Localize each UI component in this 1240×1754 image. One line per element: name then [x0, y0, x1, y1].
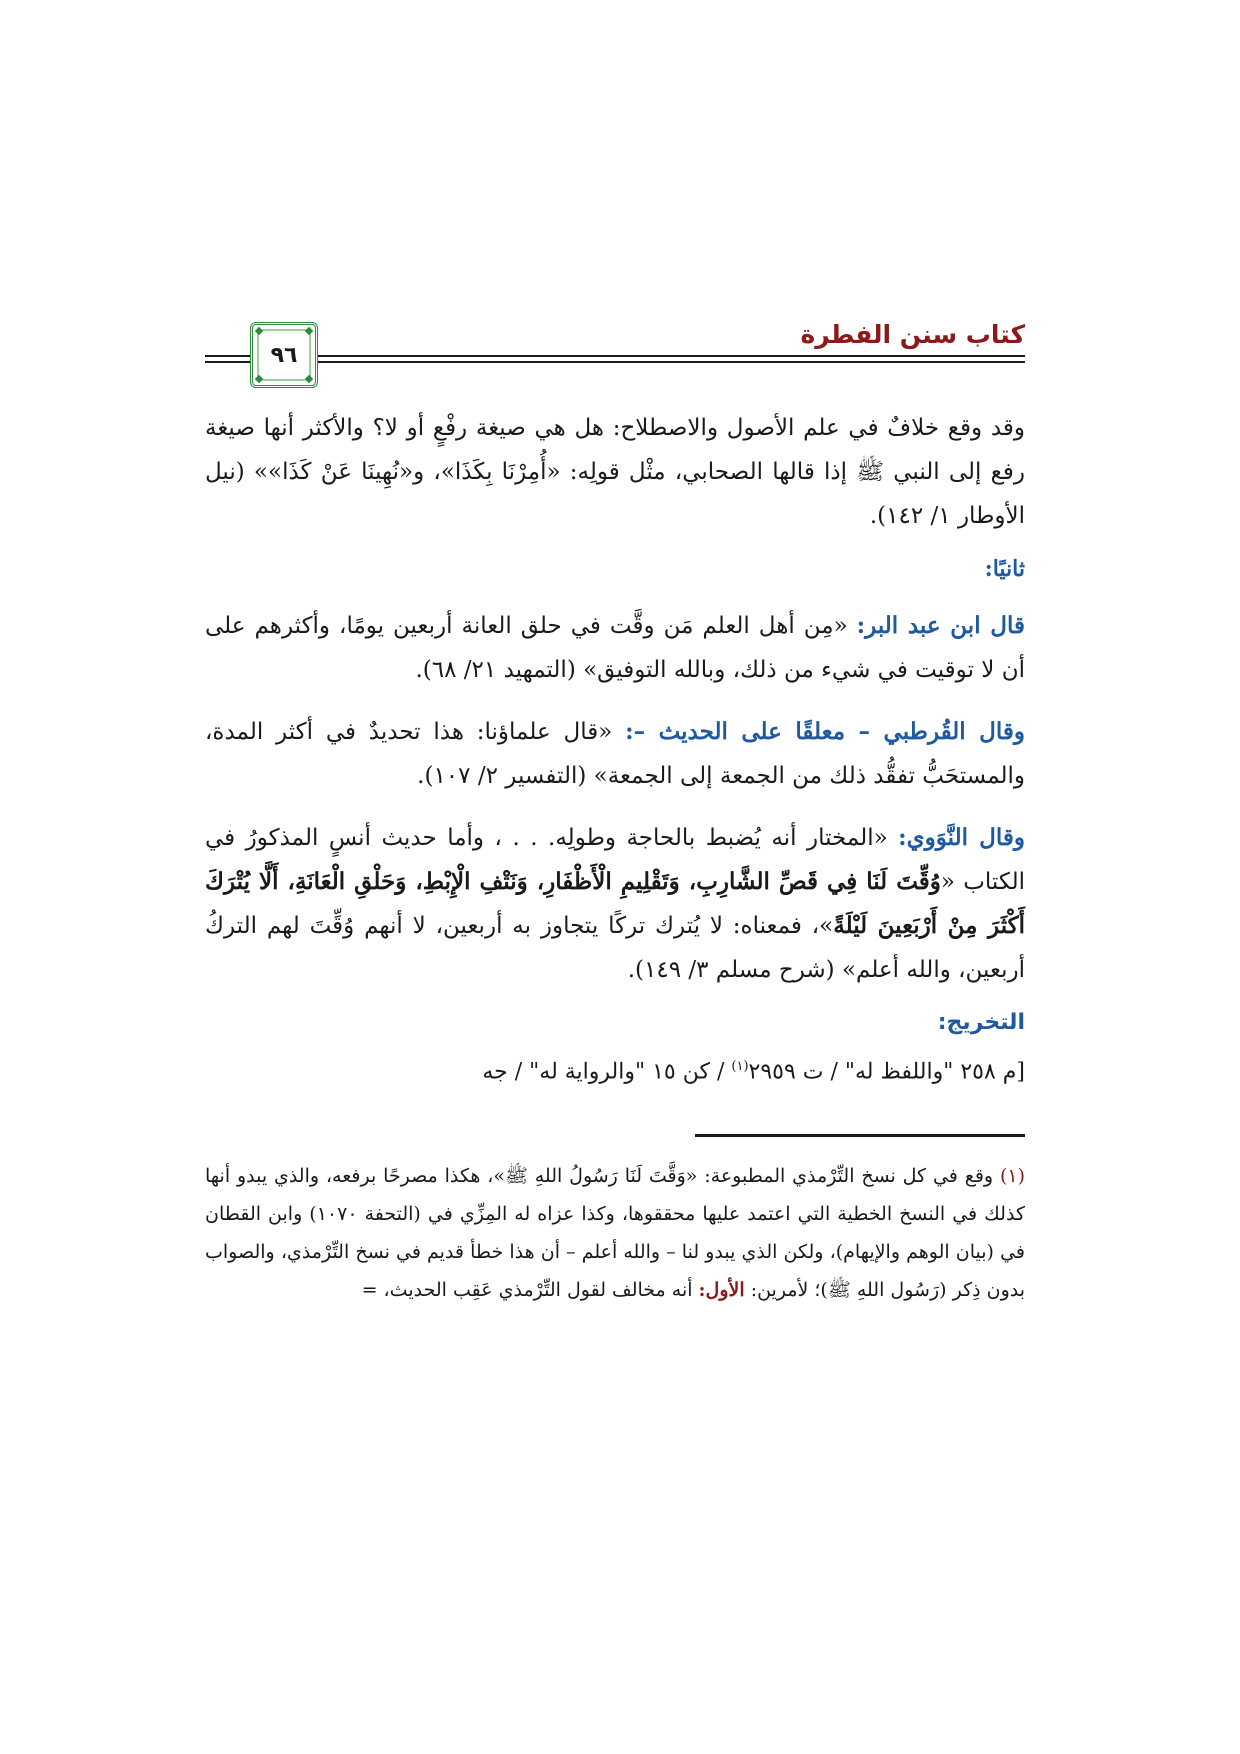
speaker-name: وقال القُرطبي – معلقًا على الحديث –: [625, 718, 1025, 745]
footnote [205, 1157, 1025, 1309]
book-title: كتاب سنن الفطرة [800, 320, 1025, 349]
page [205, 320, 1025, 1309]
footnote-number: (١) [999, 1165, 1025, 1188]
header-rule [205, 361, 1025, 363]
speaker-name: وقال النَّوَوي: [898, 824, 1025, 851]
quote-text: «قال علماؤنا: هذا تحديدٌ في أكثر المدة، والمستحَبُّ تفقُّد ذلك من الجمعة إلى الجمعة» (التفسير ٢/ ١٠٧). [205, 719, 1025, 789]
header-rule [205, 355, 1025, 357]
footnote-text: وقع في كل نسخ التِّرْمذي المطبوعة: «وَقَّتَ لَنَا رَسُولُ اللهِ ﷺ»، هكذا مصرحًا برفعه، والذي يبدو أنها كذلك في النسخ الخطية التي اعتمد عليها محققوها، وكذا عزاه له المِزِّي في (التحفة ١٠٧٠) وابن القطان في (بيان الوهم والإيهام)، ولكن الذي يبدو لنا – والله أعلم – أن هذا خطأ قديم في نسخ التِّرْمذي، والصواب بدون ذِكر (رَسُول اللهِ ﷺ)؛ لأمرين: [205, 1165, 1025, 1302]
hadith-text: وُقِّتَ لَنَا فِي قَصِّ الشَّارِبِ، وَتَقْلِيمِ الْأَظْفَارِ، وَنَتْفِ الْإِبْطِ، وَحَلْقِ الْعَانَةِ، أَلَّا يُتْرَكَ أَكْثَرَ مِنْ أَرْبَعِينَ لَيْلَةً [205, 868, 1025, 939]
page-header [205, 320, 1025, 392]
speaker-name: قال ابن عبد البر: [856, 612, 1025, 639]
reference-text: / كن ١٥ "والرواية له" / جه [482, 1059, 732, 1085]
reference-text: [م ٢٥٨ "واللفظ له" / ت ٢٩٥٩ [748, 1059, 1025, 1085]
intro-paragraph: وقد وقع خلافٌ في علم الأصول والاصطلاح: هل هي صيغة رفْعٍ أو لا؟ والأكثر أنها صيغة رفع إلى النبي ﷺ إذا قالها الصحابي، مثْل قولِه: «أُمِرْنَا بِكَذَا»، و«نُهِينَا عَنْ كَذَا»» (نيل الأوطار ١/ ١٤٢). [205, 415, 1025, 529]
footnote-text: أنه مخالف لقول التِّرْمذي عَقِب الحديث، = [361, 1279, 699, 1302]
footnote-marker[interactable]: (١) [731, 1059, 749, 1074]
page-number: ٩٦ [270, 342, 298, 368]
quote-nawawi [205, 816, 1025, 992]
tahrij-references [205, 1047, 1025, 1092]
footnote-emphasis: الأول: [698, 1279, 745, 1302]
quote-text: «المختار أنه يُضبط بالحاجة وطولِه. . . ، وأما حديث أنسٍ المذكورُ في الكتاب « [205, 825, 1025, 895]
tahrij-heading: التخريج: [937, 1010, 1025, 1035]
footnote-divider [695, 1134, 1025, 1137]
quote-text: «مِن أهل العلم مَن وقَّت في حلق العانة أربعين يومًا، وأكثرهم على أن لا توقيت في شيء من ذلك، وبالله التوفيق» (التمهيد ٢١/ ٦٨). [205, 613, 1025, 683]
section-heading: ثانيًا: [984, 556, 1025, 582]
page-number-frame [250, 322, 318, 388]
quote-qurtubi [205, 710, 1025, 798]
quote-text: »، فمعناه: لا يُترك تركًا يتجاوز به أربعين، لا أنهم وُقِّتَ لهم التركُ أربعين، والله أعلم» (شرح مسلم ٣/ ١٤٩). [205, 913, 1025, 983]
quote-ibn-abd-albarr [205, 604, 1025, 692]
